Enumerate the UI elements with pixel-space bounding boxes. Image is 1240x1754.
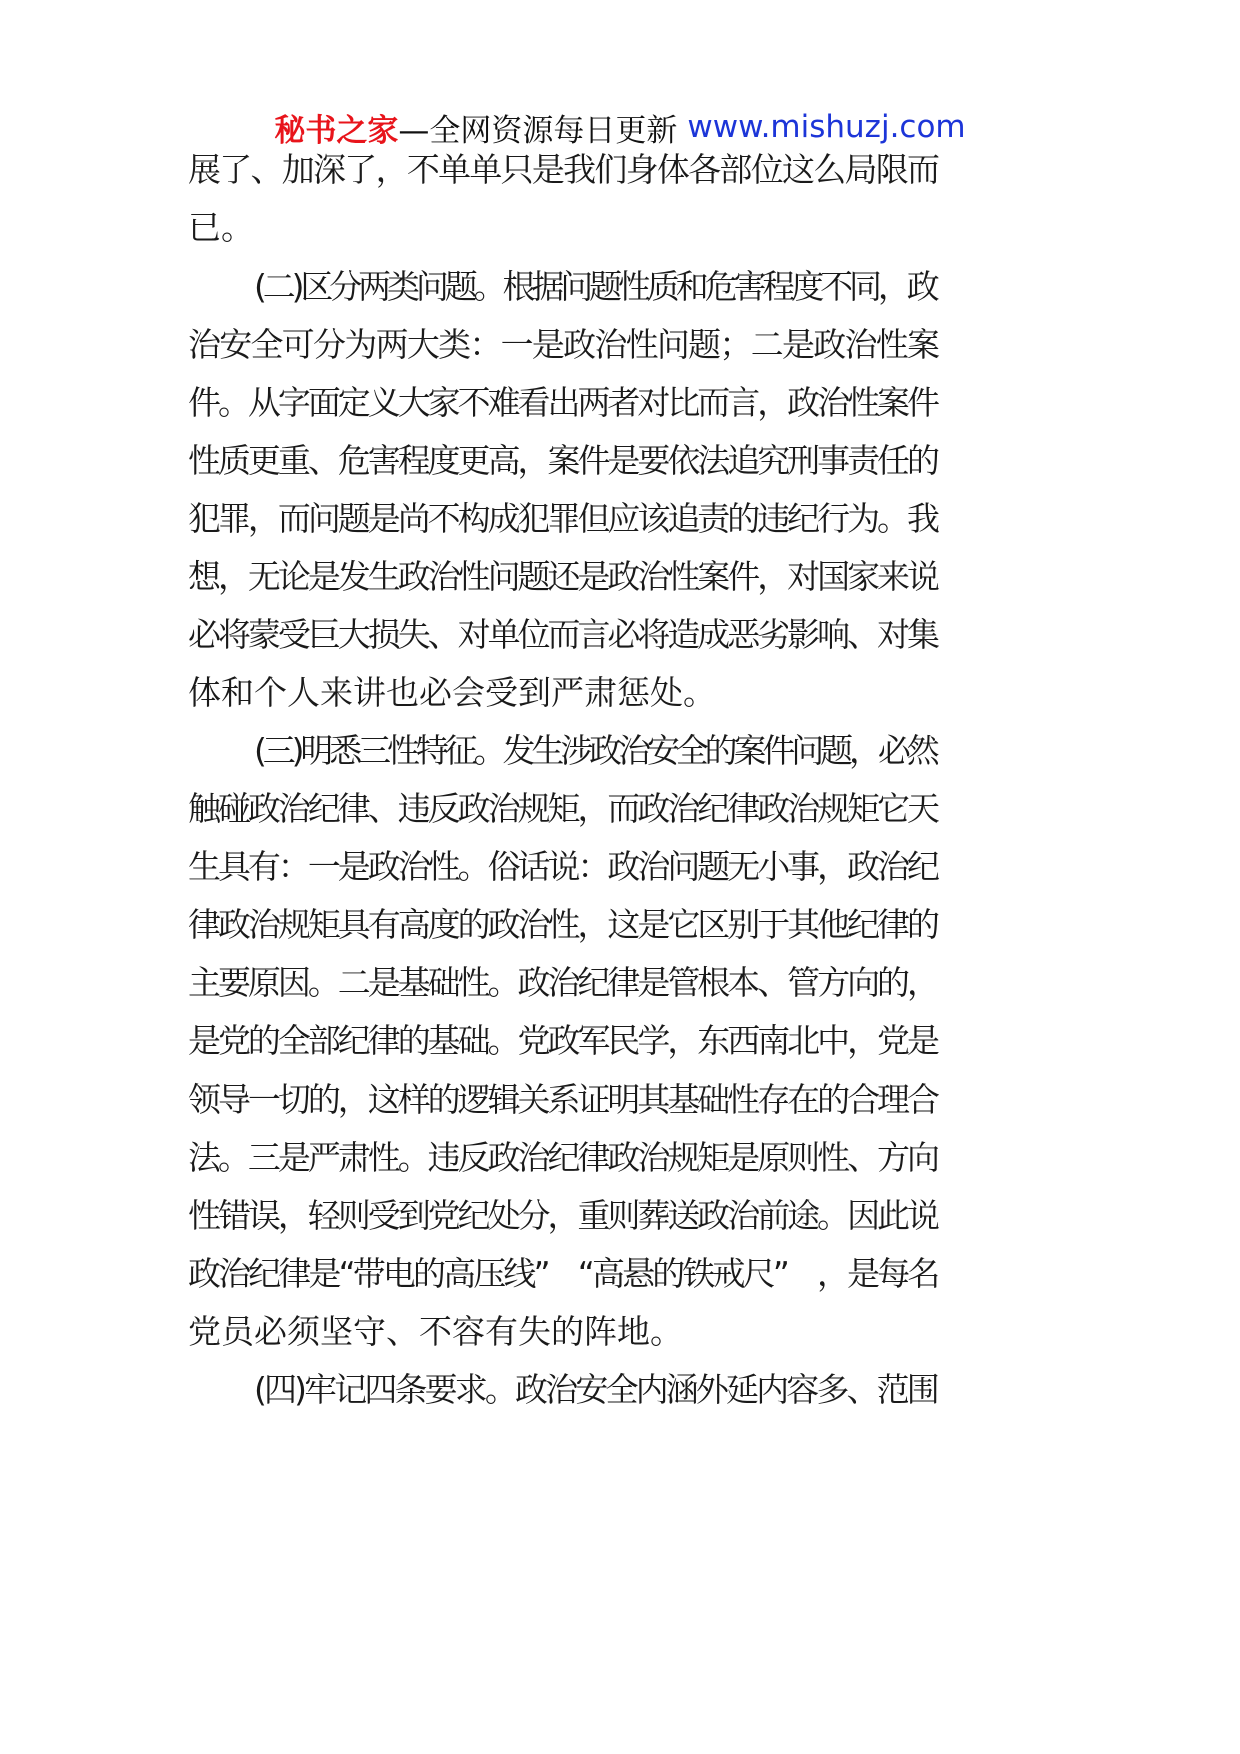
text-line: 件。从字面定义大家不难看出两者对比而言，政治性案件 [188, 383, 937, 422]
text-line: 展了、加深了，不单单只是我们身体各部位这么局限而 [188, 150, 939, 189]
text-line: 犯罪，而问题是尚不构成犯罪但应该追责的违纪行为。我 [188, 499, 937, 538]
text-line: 已。 [188, 208, 254, 247]
website-link[interactable]: www.mishuzj.com [687, 109, 966, 145]
text-line: 是党的全部纪律的基础。党政军民学，东西南北中，党是 [188, 1021, 937, 1060]
header-slogan: —全网资源每日更新 [398, 112, 678, 149]
paragraph-first-line: (四)牢记四条要求。政治安全内涵外延内容多、范围 [254, 1370, 937, 1409]
text-line: 性质更重、危害程度更高，案件是要依法追究刑事责任的 [188, 441, 937, 480]
text-line: 党员必须坚守、不容有失的阵地。 [188, 1312, 683, 1351]
text-line: 触碰政治纪律、违反政治规矩，而政治纪律政治规矩它天 [188, 789, 937, 828]
text-line: 律政治规矩具有高度的政治性，这是它区别于其他纪律的 [188, 905, 937, 944]
text-line: 想，无论是发生政治性问题还是政治性案件，对国家来说 [188, 557, 937, 596]
text-line: 性错误，轻则受到党纪处分，重则葬送政治前途。因此说 [188, 1196, 937, 1235]
text-line: 领导一切的，这样的逻辑关系证明其基础性存在的合理合 [188, 1080, 937, 1119]
text-line: 体和个人来讲也必会受到严肃惩处。 [188, 673, 716, 712]
paragraph-first-line: (三)明悉三性特征。发生涉政治安全的案件问题，必然 [254, 731, 936, 770]
text-line: 治安全可分为两大类：一是政治性问题；二是政治性案 [188, 325, 939, 364]
text-line: 生具有：一是政治性。俗话说：政治问题无小事，政治纪 [188, 847, 937, 886]
text-line: 主要原因。二是基础性。政治纪律是管根本、管方向的， [188, 963, 937, 1002]
brand-name: 秘书之家 [274, 112, 399, 149]
text-line: 法。三是严肃性。违反政治纪律政治规矩是原则性、方向 [188, 1138, 937, 1177]
paragraph-first-line: (二)区分两类问题。根据问题性质和危害程度不同，政 [254, 267, 936, 306]
text-line: 政治纪律是“带电的高压线” “高悬的铁戒尺” ，是每名 [188, 1254, 938, 1293]
text-line: 必将蒙受巨大损失、对单位而言必将造成恶劣影响、对集 [188, 615, 937, 654]
